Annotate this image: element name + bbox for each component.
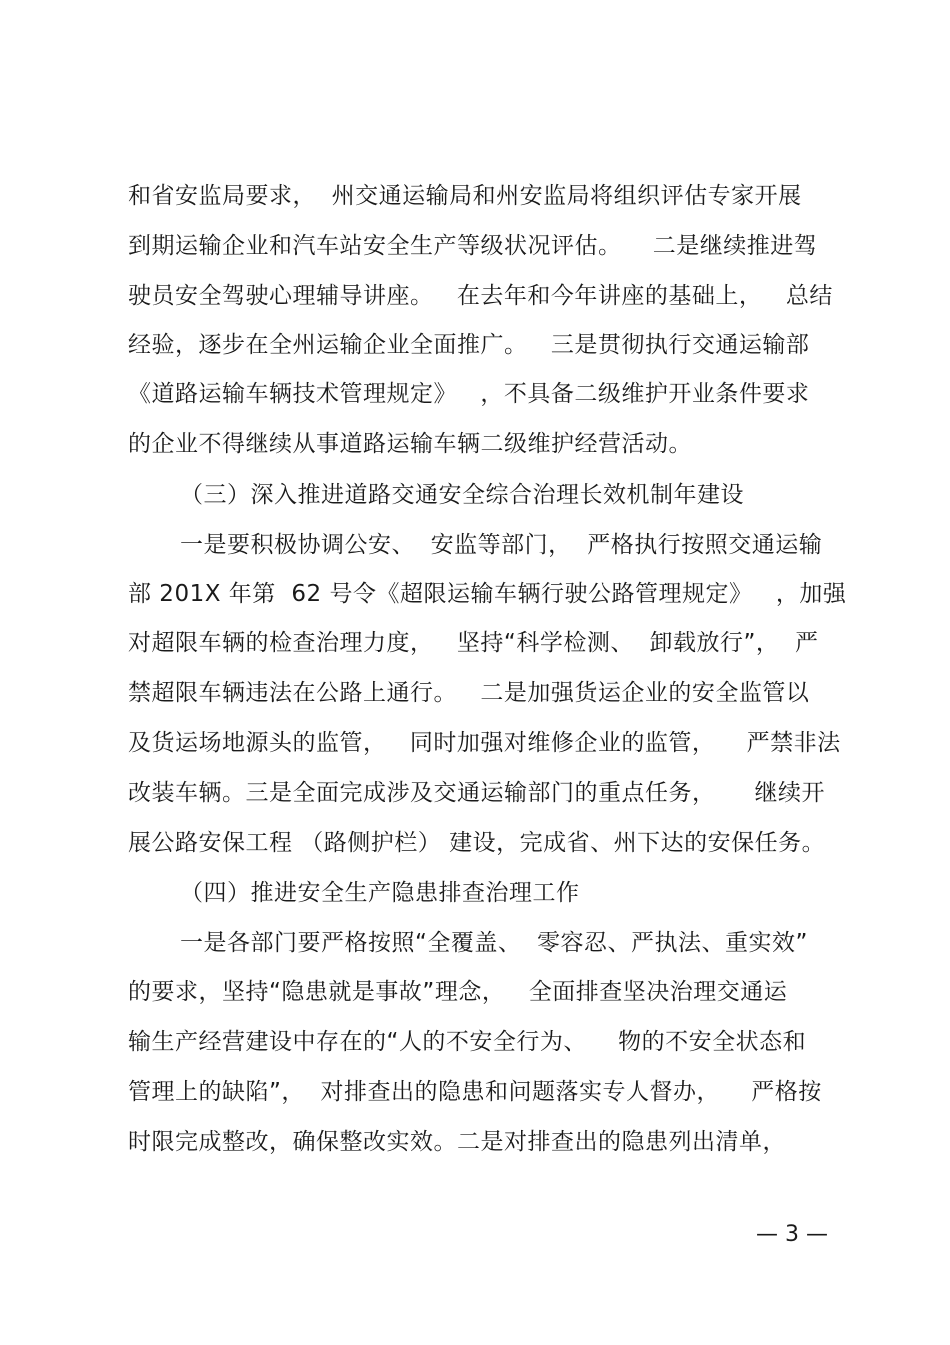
body-line: 和省安监局要求， 州交通运输局和州安监局将组织评估专家开展 xyxy=(128,183,802,209)
body-line: 改装车辆。三是全面完成涉及交通运输部门的重点任务， 继续开 xyxy=(128,780,826,806)
page-number: — 3 — xyxy=(756,1222,828,1247)
body-line: 时限完成整改，确保整改实效。二是对排查出的隐患列出清单， xyxy=(128,1129,786,1155)
section-heading: （三）深入推进道路交通安全综合治理长效机制年建设 xyxy=(180,482,744,508)
section-heading: （四）推进安全生产隐患排查治理工作 xyxy=(180,880,580,906)
body-line: 驶员安全驾驶心理辅导讲座。 在去年和今年讲座的基础上， 总结 xyxy=(128,283,833,309)
body-line: 展公路安保工程 （路侧护栏） 建设，完成省、州下达的安保任务。 xyxy=(128,830,826,856)
body-line: 经验，逐步在全州运输企业全面推广。 三是贯彻执行交通运输部 xyxy=(128,332,810,358)
body-line: 一是要积极协调公安、 安监等部门， 严格执行按照交通运输 xyxy=(180,532,823,558)
body-line: 输生产经营建设中存在的“人的不安全行为、 物的不安全状态和 xyxy=(128,1029,807,1055)
body-line: 一是各部门要严格按照“全覆盖、 零容忍、严执法、重实效” xyxy=(180,930,808,956)
body-line: 部 201X 年第 62 号令《超限运输车辆行驶公路管理规定》 ，加强 xyxy=(128,581,847,607)
body-line: 的企业不得继续从事道路运输车辆二级维护经营活动。 xyxy=(128,431,692,457)
body-line: 禁超限车辆违法在公路上通行。 二是加强货运企业的安全监管以 xyxy=(128,680,810,706)
body-line: 及货运场地源头的监管， 同时加强对维修企业的监管， 严禁非法 xyxy=(128,730,841,756)
body-line: 《道路运输车辆技术管理规定》 ，不具备二级维护开业条件要求 xyxy=(128,381,810,407)
body-line: 管理上的缺陷”， 对排查出的隐患和问题落实专人督办， 严格按 xyxy=(128,1079,822,1105)
body-line: 到期运输企业和汽车站安全生产等级状况评估。 二是继续推进驾 xyxy=(128,233,818,259)
body-line: 的要求，坚持“隐患就是事故”理念， 全面排查坚决治理交通运 xyxy=(128,979,788,1005)
body-line: 对超限车辆的检查治理力度， 坚持“科学检测、 卸载放行”， 严 xyxy=(128,630,819,656)
